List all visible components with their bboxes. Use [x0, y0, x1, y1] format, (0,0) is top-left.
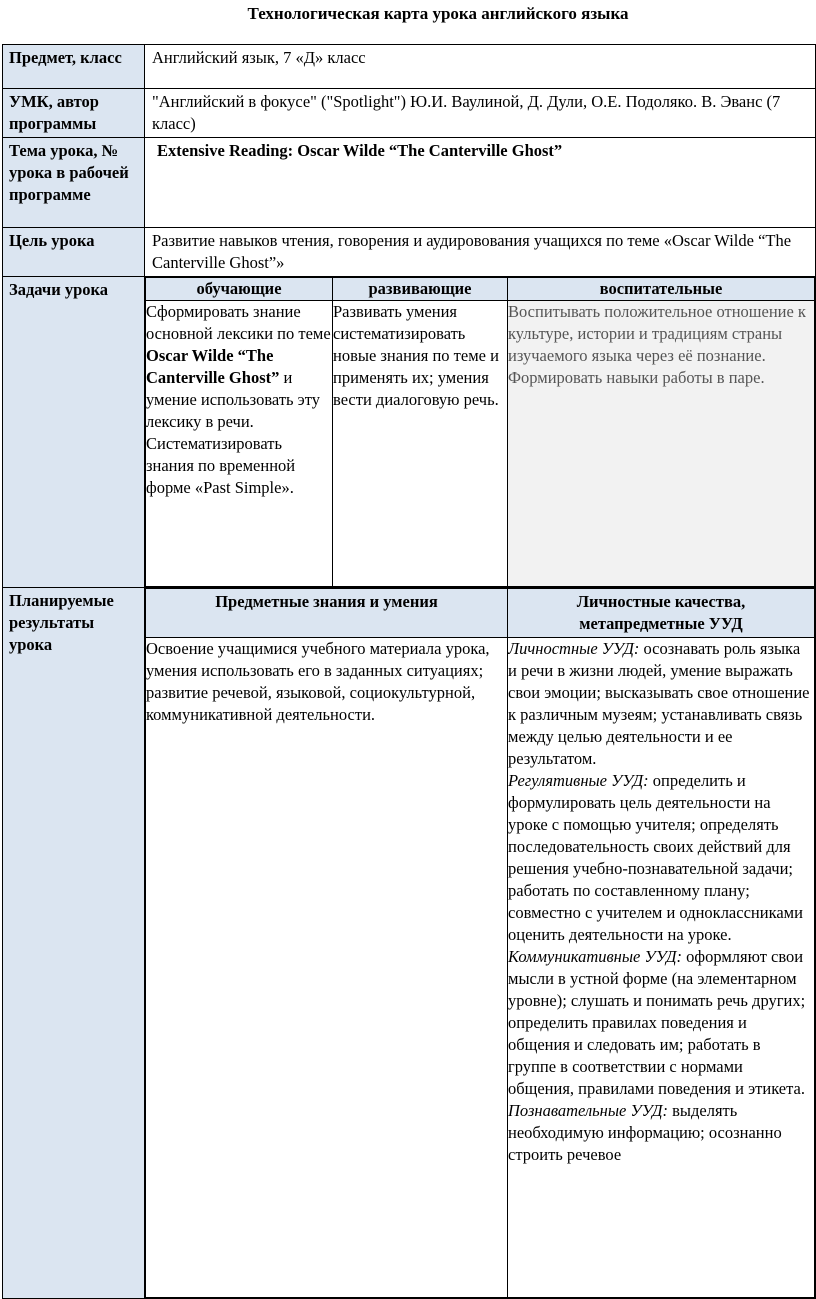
regulative-uud-label: Регулятивные УУД:	[508, 771, 649, 790]
personal-uud-label: Личностные УУД:	[508, 639, 640, 658]
row-umk	[3, 89, 816, 138]
tasks-header-teaching: обучающие	[146, 278, 333, 301]
tasks-teaching-text-2: и умение использовать эту лексику в речи. Систематизировать знания по временной форме «Past Simple».	[146, 368, 321, 497]
row-results	[3, 588, 816, 1299]
regulative-uud-text: определить и формулировать цель деятельности на уроке с помощью учителя; определять последовательность своих действий для решения учебно-познавательной задачи; работать по составленному плану; совместно с учителем и одноклассниками оценить деятельности на уроке.	[508, 771, 803, 944]
value-topic: Extensive Reading: Oscar Wilde “The Canterville Ghost”	[157, 141, 563, 160]
cognitive-uud-text: выделять необходимую информацию; осознанно строить речевое	[508, 1101, 782, 1164]
row-topic	[3, 138, 816, 228]
label-subject: Предмет, класс	[3, 45, 144, 71]
tasks-educational-cell: Воспитывать положительное отношение к культуре, истории и традициям страны изучаемого языка через её познание. Формировать навыки работы в паре.	[508, 301, 815, 587]
tasks-subtable	[145, 277, 815, 587]
lesson-map-table	[2, 44, 816, 1299]
document-title: Технологическая карта урока английского языка	[247, 4, 629, 23]
cognitive-uud-label: Познавательные УУД:	[508, 1101, 668, 1120]
row-subject	[3, 45, 816, 89]
tasks-teaching-cell	[146, 301, 333, 587]
personal-uud-text: осознавать роль языка и речи в жизни людей, умение выражать свои эмоции; высказывать свое отношение к различным музеям; устанавливать связь между целью деятельности и ее результатом.	[508, 639, 810, 768]
communicative-uud-label: Коммуникативные УУД:	[508, 947, 682, 966]
results-header-subject: Предметные знания и умения	[146, 589, 508, 638]
label-goal: Цель урока	[3, 228, 144, 254]
results-subtable	[145, 588, 815, 1298]
label-results: Планируемые результаты урока	[3, 588, 144, 658]
tasks-header-developing: развивающие	[333, 278, 508, 301]
row-tasks	[3, 277, 816, 588]
value-umk: "Английский в фокусе" ("Spotlight") Ю.И. Ваулиной, Д. Дули, О.Е. Подоляко. В. Эванс (7 класс)	[152, 92, 781, 133]
results-subject-cell: Освоение учащимися учебного материала урока, умения использовать его в заданных ситуациях; развитие речевой, языковой, социокультурной, коммуникативной деятельности.	[146, 638, 508, 1298]
communicative-uud-text: оформляют свои мысли в устной форме (на элементарном уровне); слушать и понимать речь других; определить правилах поведения и общения и следовать им; работать в группе в соответствии с нормами общения, правилами поведения и этикета.	[508, 947, 806, 1098]
label-topic: Тема урока, № урока в рабочей программе	[3, 138, 144, 208]
value-subject: Английский язык, 7 «Д» класс	[152, 48, 366, 67]
tasks-developing-cell: Развивать умения систематизировать новые знания по теме и применять их; умения вести диалоговую речь.	[333, 301, 508, 587]
row-goal	[3, 228, 816, 277]
label-tasks: Задачи урока	[3, 277, 144, 303]
label-umk: УМК, автор программы	[3, 89, 144, 137]
value-goal: Развитие навыков чтения, говорения и аудировования учащихся по теме «Oscar Wilde “The Canterville Ghost”»	[152, 231, 792, 272]
tasks-header-educational: воспитательные	[508, 278, 815, 301]
tasks-teaching-text-1: Сформировать знание основной лексики по теме	[146, 302, 331, 343]
tasks-teaching-topic: Oscar Wilde “The Canterville Ghost”	[146, 346, 280, 387]
results-header-personal: Личностные качества, метапредметные УУД	[508, 589, 815, 638]
results-uud-cell	[508, 638, 815, 1298]
